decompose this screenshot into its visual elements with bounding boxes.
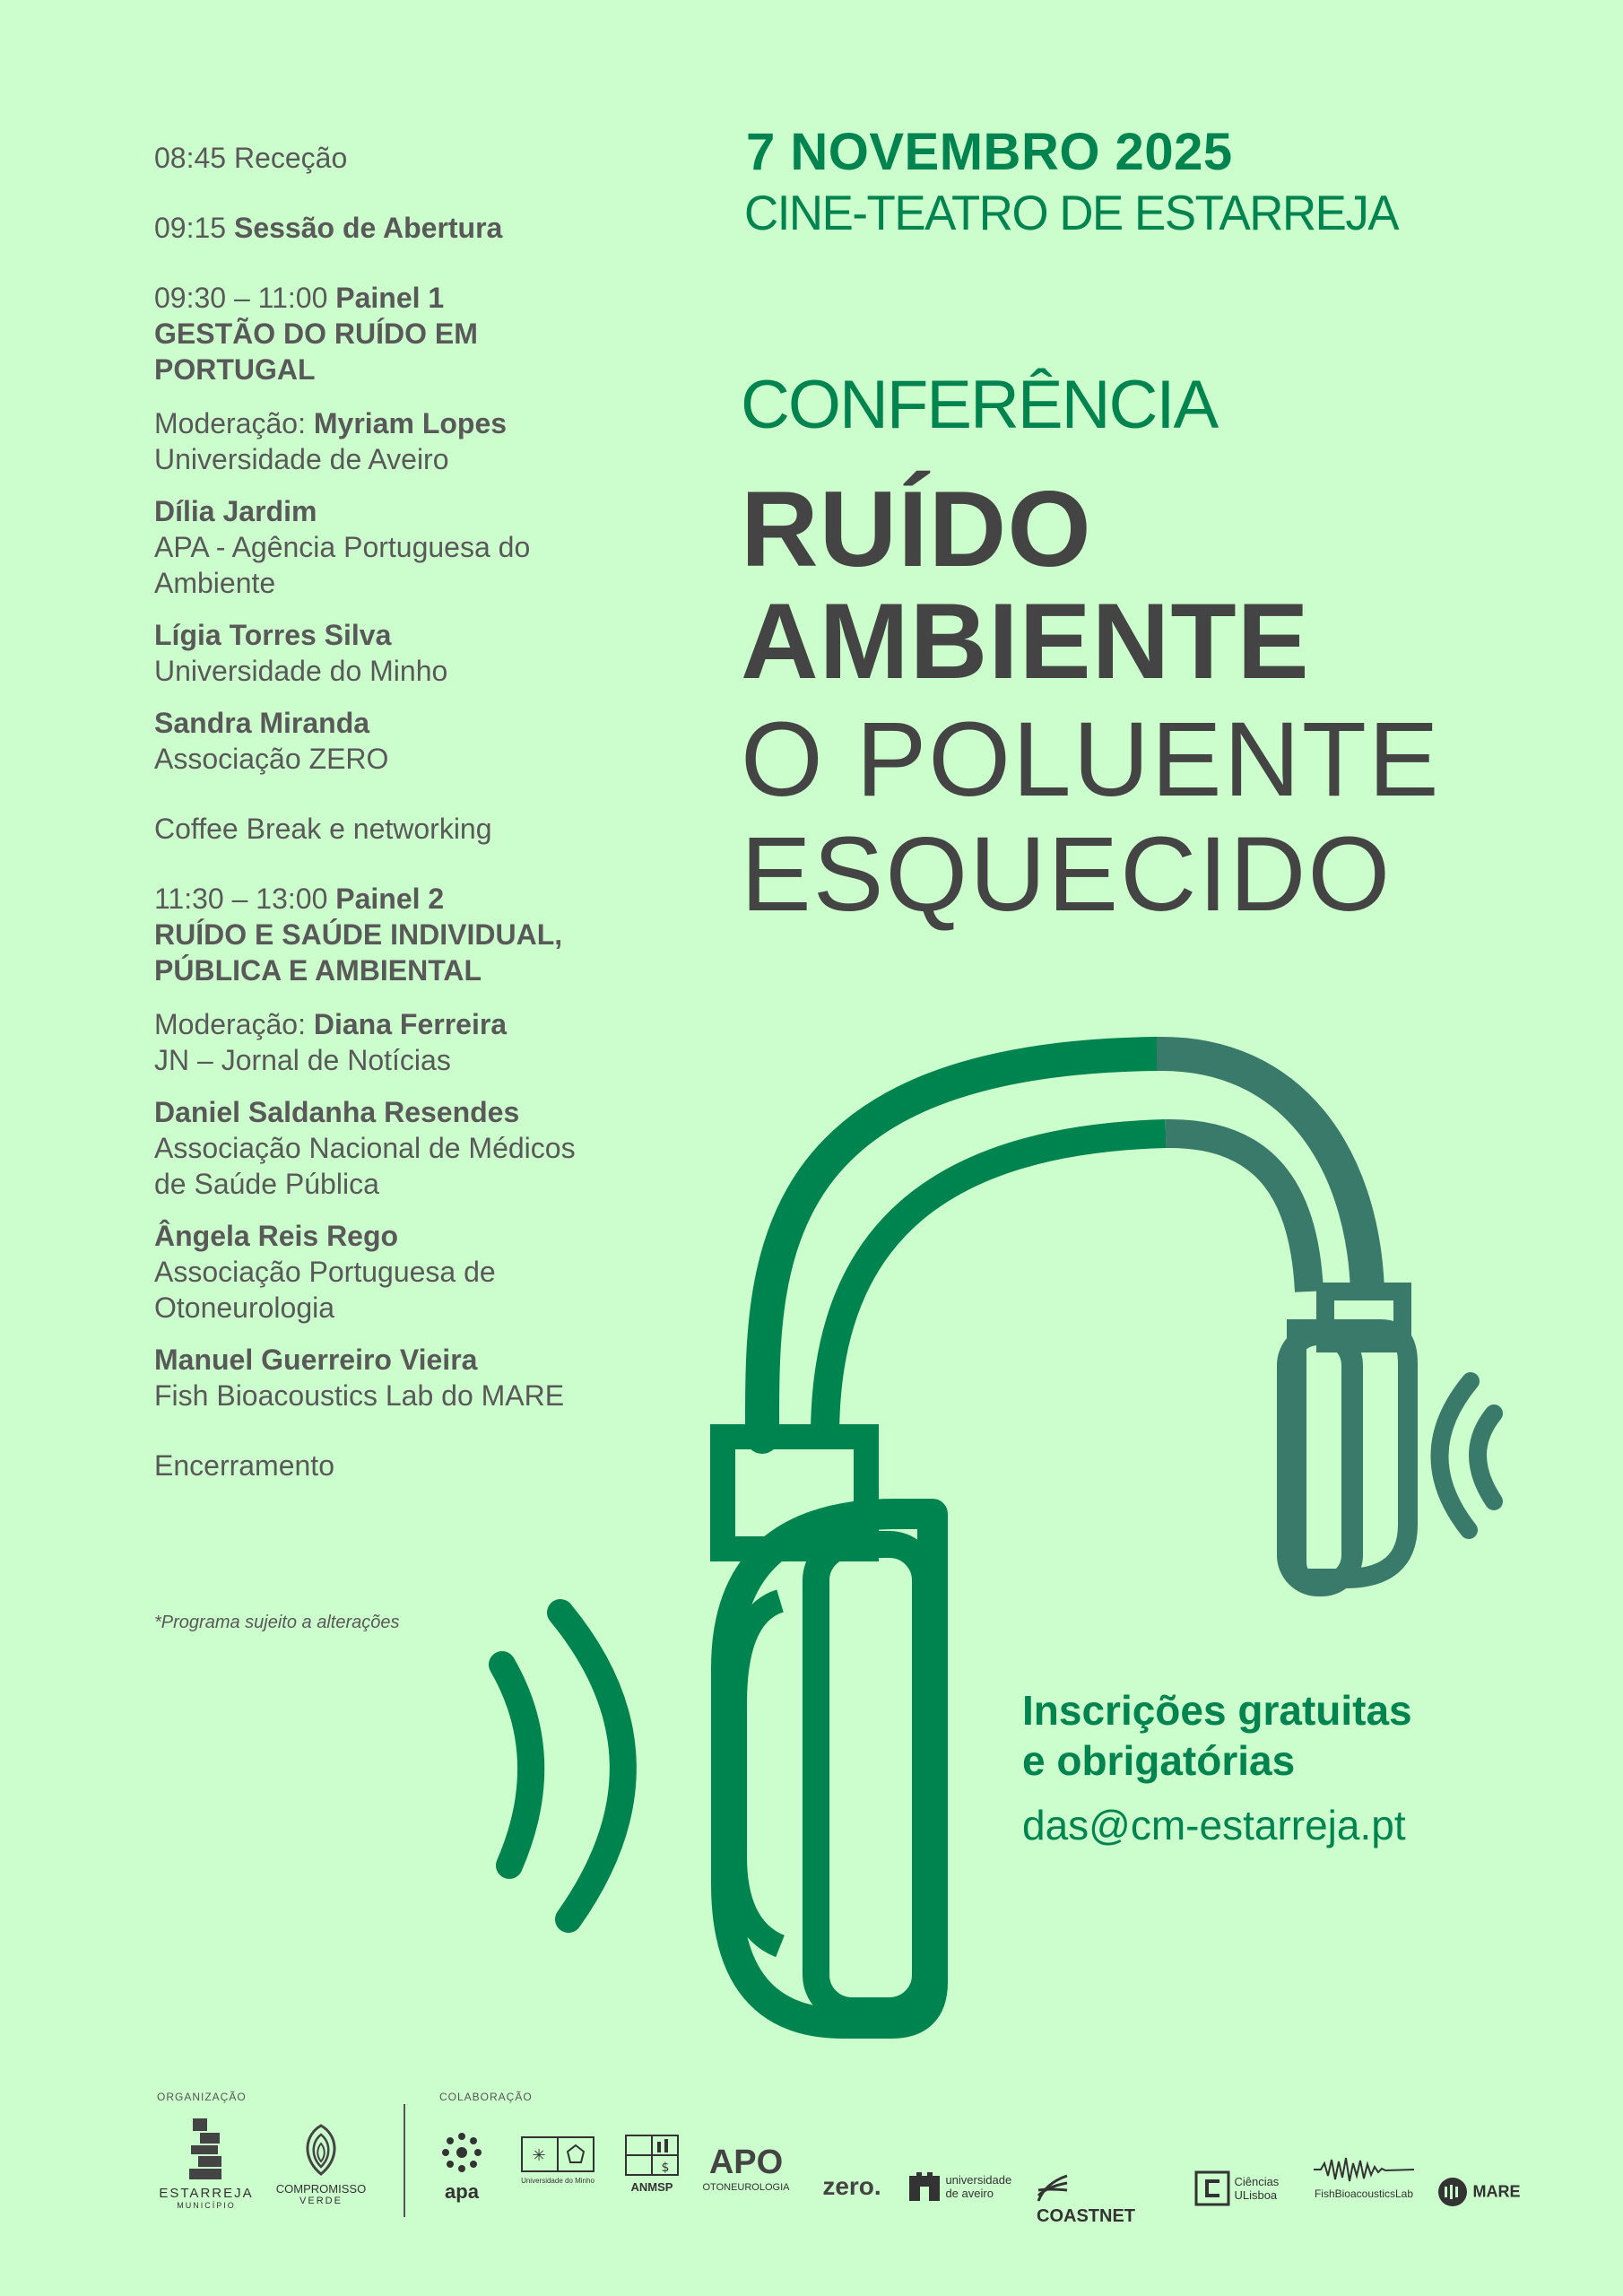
apo-logo: [701, 2144, 791, 2193]
uminho-name: Universidade do Minho: [521, 2177, 595, 2185]
estarreja-mark-icon: [184, 2117, 229, 2181]
compromisso-verde-logo: [269, 2122, 373, 2206]
program-note: *Programa sujeito a alterações: [154, 1613, 400, 1632]
speaker-name: Sandra Miranda: [154, 707, 370, 739]
leaf-fingerprint-icon: [296, 2122, 346, 2178]
registration-info-2: e obrigatórias: [1022, 1737, 1296, 1784]
speaker-name: Daniel Saldanha Resendes: [154, 1096, 520, 1128]
uminho-mark-icon: [521, 2136, 595, 2172]
item-reception: 08:45 Receção: [154, 142, 348, 174]
speaker-name: Manuel Guerreiro Vieira: [154, 1344, 478, 1376]
anmsp-name: ANMSP: [630, 2180, 673, 2194]
panel2-title-2: PÚBLICA E AMBIENTAL: [154, 954, 482, 987]
event-venue: CINE-TEATRO DE ESTARREJA: [744, 185, 1399, 240]
apa-name: apa: [445, 2180, 479, 2203]
apa-logo: [432, 2129, 491, 2204]
panel1-heading: 09:30 – 11:00 Painel 1: [154, 282, 445, 314]
item-coffee-break: Coffee Break e networking: [154, 813, 492, 845]
soundwave-icon: [1312, 2156, 1416, 2183]
panel1-title-2: PORTUGAL: [154, 353, 316, 386]
mare-name: MARE: [1472, 2182, 1521, 2201]
coastnet-logo: [1037, 2170, 1171, 2227]
apo-sub: OTONEUROLOGIA: [702, 2182, 790, 2193]
speaker-org: Universidade do Minho: [154, 655, 448, 687]
ciencias-name: Ciências: [1234, 2175, 1280, 2188]
panel2-moderator: Moderação: Diana Ferreira: [154, 1008, 508, 1040]
footer-divider: [404, 2104, 405, 2217]
mare-mark-icon: [1436, 2176, 1469, 2208]
left-wave-inner: [502, 1665, 531, 1866]
event-date: 7 NOVEMBRO 2025: [746, 123, 1233, 181]
panel2-title: RUÍDO E SAÚDE INDIVIDUAL,: [154, 918, 563, 951]
left-earpad: [816, 1544, 925, 2011]
svg-text:✳: ✳: [532, 2146, 546, 2165]
anmsp-mark-icon: [625, 2135, 679, 2176]
page-title-line-2: AMBIENTE: [741, 581, 1310, 701]
speaker-org: Otoneurologia: [154, 1292, 335, 1324]
anmsp-logo: [621, 2135, 683, 2194]
uminho-logo: [513, 2136, 603, 2185]
speaker-org: de Saúde Pública: [154, 1168, 379, 1200]
compromisso-name: COMPROMISSO: [275, 2182, 367, 2196]
item-opening: 09:15 Sessão de Abertura: [154, 212, 503, 244]
wave-icon: [1037, 2170, 1071, 2206]
fishlab-logo: [1309, 2156, 1419, 2200]
collaboration-caption: COLABORAÇÃO: [439, 2091, 533, 2103]
speaker-name: Ângela Reis Rego: [154, 1220, 399, 1252]
conference-label: CONFERÊNCIA: [741, 367, 1218, 443]
speaker-name: Dília Jardim: [154, 495, 317, 527]
uaveiro-logo: [907, 2170, 1015, 2203]
svg-text:$: $: [661, 2161, 670, 2175]
page-subtitle-line-2: ESQUECIDO: [741, 815, 1393, 934]
panel2-heading: 11:30 – 13:00 Painel 2: [154, 883, 445, 915]
ciencias-mark-icon: [1194, 2170, 1230, 2206]
compromisso-sub: VERDE: [299, 2196, 343, 2206]
speaker-org: APA - Agência Portuguesa do: [154, 531, 531, 563]
apo-name: APO: [708, 2144, 784, 2181]
panel1-moderator-org: Universidade de Aveiro: [154, 443, 449, 475]
speaker-name: Lígia Torres Silva: [154, 619, 392, 651]
zero-name: zero.: [822, 2172, 881, 2200]
right-earpad: [1288, 1335, 1352, 1586]
right-wave-outer: [1439, 1381, 1471, 1530]
panel2-moderator-org: JN – Jornal de Notícias: [154, 1044, 451, 1076]
speaker-org: Associação ZERO: [154, 743, 389, 775]
estarreja-name: ESTARREJA: [159, 2186, 254, 2201]
headband-inner-right: [1166, 1134, 1309, 1292]
registration-info: Inscrições gratuitas: [1022, 1687, 1412, 1734]
item-closing: Encerramento: [154, 1449, 334, 1482]
estarreja-logo: [152, 2117, 260, 2210]
left-earcup-inner: [735, 1601, 780, 1946]
speaker-org: Fish Bioacoustics Lab do MARE: [154, 1379, 565, 1412]
right-wave-inner: [1478, 1413, 1494, 1501]
ciencias-name-2: ULisboa: [1234, 2188, 1278, 2202]
uaveiro-name-2: de aveiro: [945, 2187, 994, 2200]
coastnet-name: COASTNET: [1037, 2206, 1135, 2226]
ciencias-logo: [1194, 2170, 1293, 2206]
headband-inner: [825, 1134, 1166, 1437]
registration-email-link[interactable]: das@cm-estarreja.pt: [1022, 1802, 1406, 1848]
zero-logo: [816, 2172, 888, 2201]
fishlab-name: FishBioacousticsLab: [1314, 2187, 1414, 2200]
speaker-org: Ambiente: [154, 567, 276, 599]
uaveiro-mark-icon: [907, 2170, 942, 2203]
speaker-org: Associação Nacional de Médicos: [154, 1132, 576, 1164]
page-title: RUÍDO: [741, 469, 1092, 589]
uaveiro-name: universidade: [945, 2173, 1012, 2187]
organization-caption: ORGANIZAÇÃO: [157, 2091, 247, 2103]
speaker-org: Associação Portuguesa de: [154, 1256, 496, 1288]
estarreja-sub: MUNICÍPIO: [177, 2201, 236, 2210]
mare-logo: [1436, 2176, 1526, 2208]
page-subtitle: O POLUENTE: [741, 700, 1441, 819]
apa-mark-icon: [437, 2129, 487, 2176]
panel1-title: GESTÃO DO RUÍDO EM: [154, 317, 478, 350]
left-wave-outer: [560, 1613, 623, 1919]
panel1-moderator: Moderação: Myriam Lopes: [154, 407, 508, 439]
